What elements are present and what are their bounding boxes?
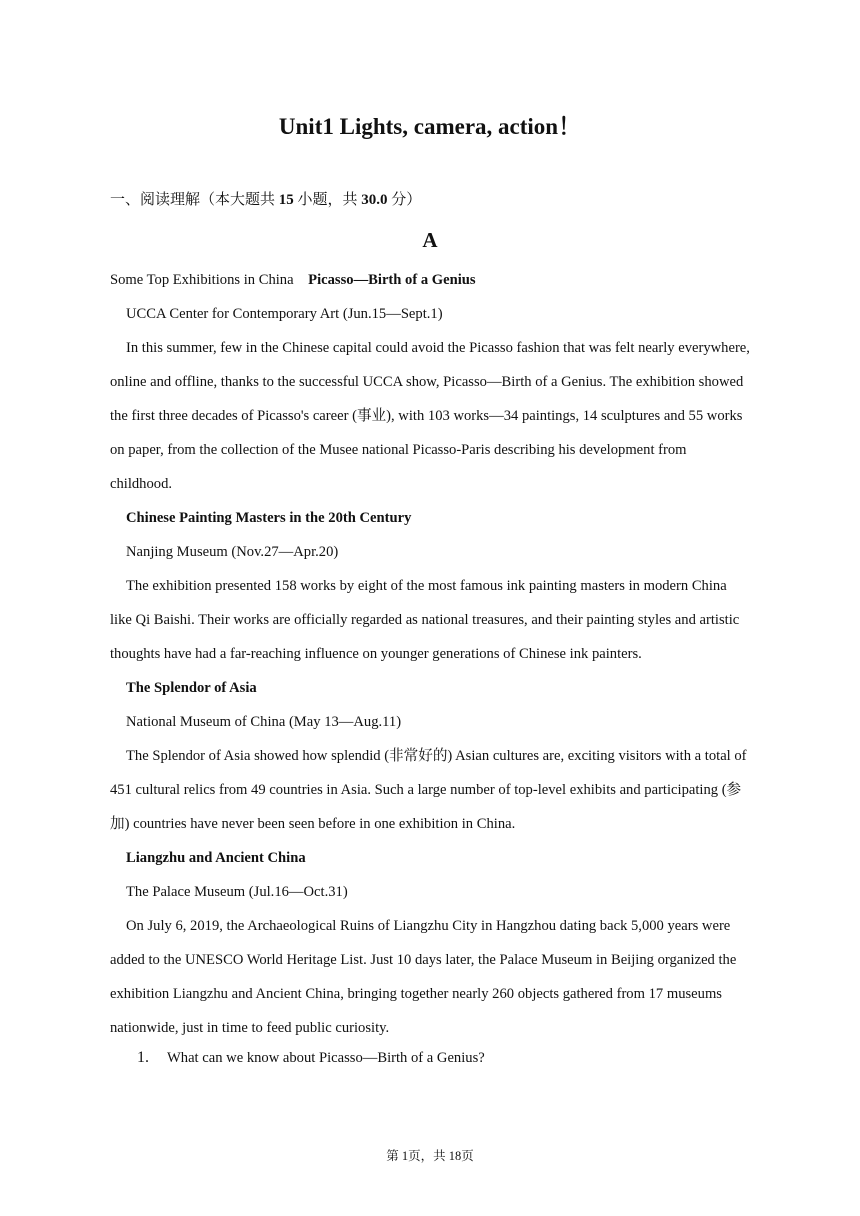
exhibition-title-splendor-asia: The Splendor of Asia bbox=[126, 680, 257, 696]
passage-heading-line bbox=[110, 263, 750, 297]
section-heading bbox=[110, 188, 421, 212]
exhibition-title-picasso: Picasso—Birth of a Genius bbox=[308, 272, 476, 288]
question-number: 1. bbox=[137, 1049, 149, 1066]
exhibition-title-liangzhu: Liangzhu and Ancient China bbox=[126, 850, 306, 866]
venue-nanjing: Nanjing Museum (Nov.27—Apr.20) bbox=[126, 544, 339, 560]
exhibition-title-chinese-painting: Chinese Painting Masters in the 20th Century bbox=[126, 510, 412, 526]
venue-national-museum: National Museum of China (May 13—Aug.11) bbox=[126, 714, 402, 730]
question-text: What can we know about Picasso—Birth of a Genius? bbox=[167, 1050, 485, 1066]
venue-ucca: UCCA Center for Contemporary Art (Jun.15—Sept.1) bbox=[126, 306, 443, 322]
passage-label: A bbox=[422, 228, 438, 252]
question-count: 15 bbox=[278, 192, 294, 208]
passage-body bbox=[110, 263, 750, 1045]
total-score: 30.0 bbox=[361, 192, 388, 208]
section-heading-suffix: 分） bbox=[387, 192, 422, 208]
section-heading-prefix: 一、阅读理解（本大题共 bbox=[110, 192, 279, 208]
question-item bbox=[137, 1041, 485, 1075]
passage-intro: Some Top Exhibitions in China bbox=[110, 272, 294, 288]
page-footer: 第 1页，共 18页 bbox=[386, 1149, 474, 1163]
paragraph-chinese-painting: The exhibition presented 158 works by eight of the most famous ink painting masters in modern China like Qi Baishi. Their works are officially regarded as national treasures, and their painting styles and artistic thoughts have had a far-reaching influence on younger generations of Chinese ink painters. bbox=[110, 578, 740, 662]
paragraph-picasso: In this summer, few in the Chinese capital could avoid the Picasso fashion that was felt nearly everywhere, online and offline, thanks to the successful UCCA show, Picasso—Birth of a Genius. The exhibition showed the first three decades of Picasso's career (事业), with 103 works—34 paintings, 14 sculptures and 55 works on paper, from the collection of the Musee national Picasso-Paris describing his development from childhood. bbox=[110, 340, 750, 492]
paragraph-splendor-asia: The Splendor of Asia showed how splendid (非常好的) Asian cultures are, exciting visitors with a total of 451 cultural relics from 49 countries in Asia. Such a large number of top-level exhibits and participating (参加) countries have never been seen before in one exhibition in China. bbox=[110, 748, 747, 832]
document-title: Unit1 Lights, camera, action！ bbox=[278, 114, 582, 139]
paragraph-liangzhu: On July 6, 2019, the Archaeological Ruins of Liangzhu City in Hangzhou dating back 5,000 years were added to the UNESCO World Heritage List. Just 10 days later, the Palace Museum in Beijing organized the exhibition Liangzhu and Ancient China, bringing together nearly 260 objects gathered from 17 museums nationwide, just in time to feed public curiosity. bbox=[110, 918, 737, 1036]
section-heading-mid: 小题，共 bbox=[293, 192, 362, 208]
venue-palace-museum: The Palace Museum (Jul.16—Oct.31) bbox=[126, 884, 348, 900]
